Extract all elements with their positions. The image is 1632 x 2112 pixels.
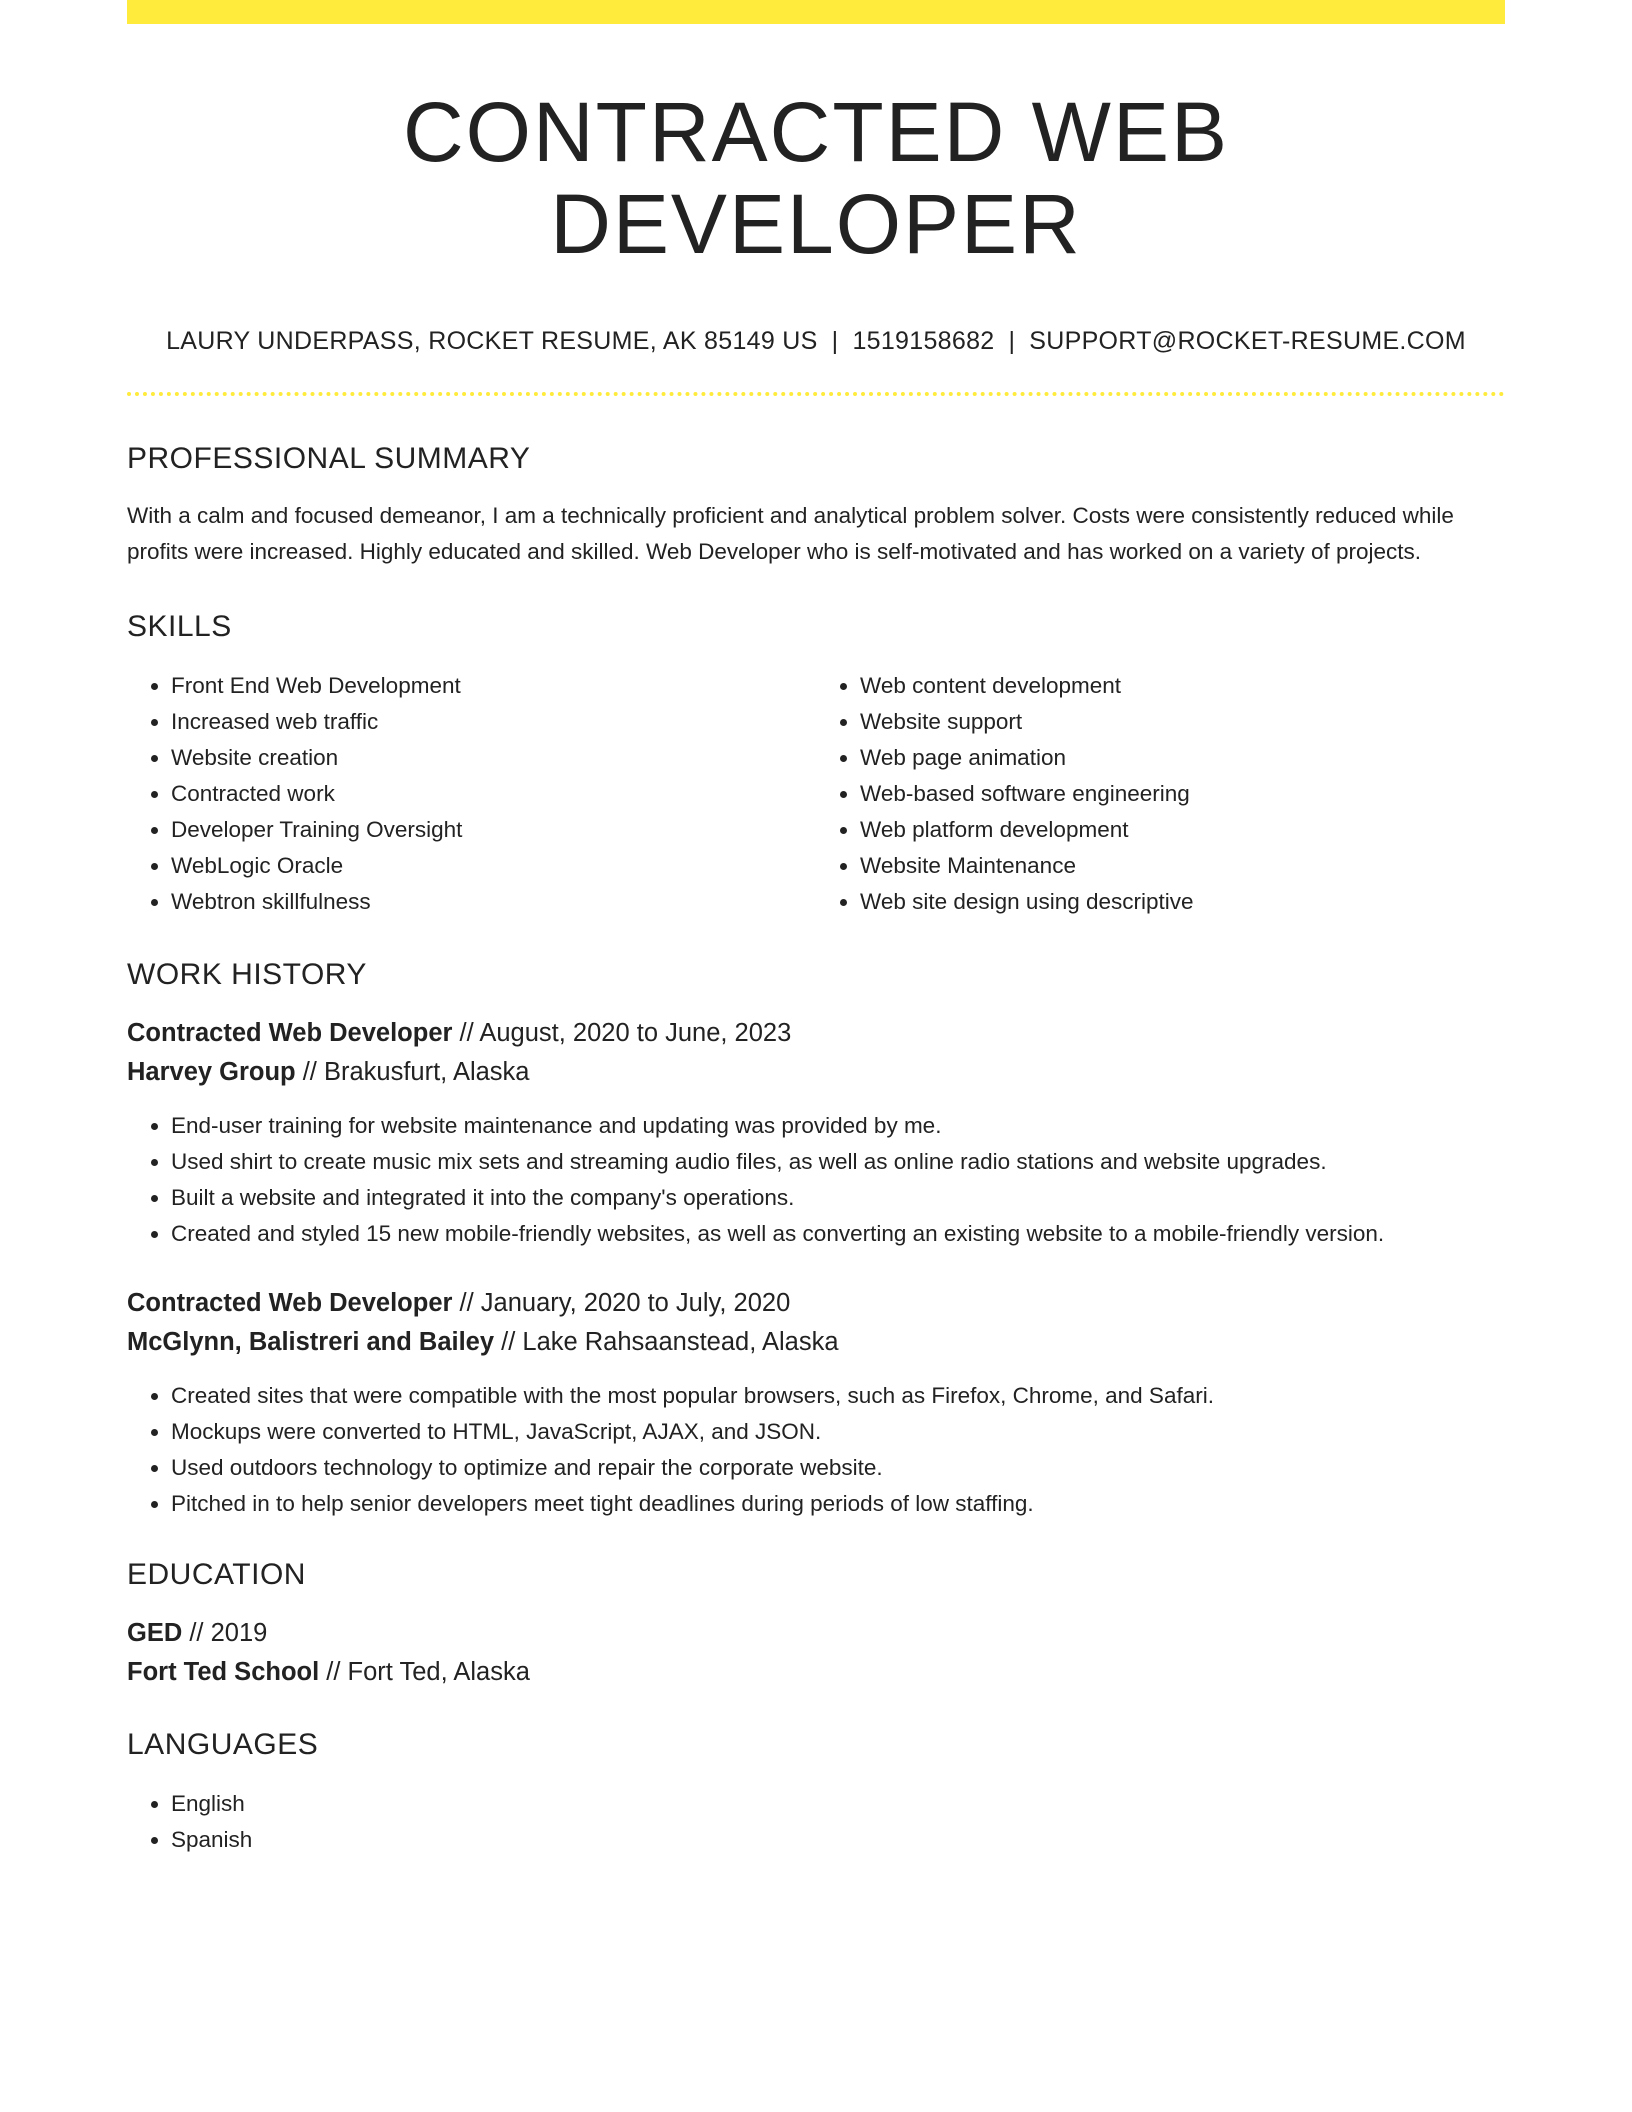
language-item: • Spanish [171, 1822, 1505, 1858]
skills-heading: SKILLS [127, 609, 232, 643]
skill-item: • Web page animation [860, 740, 1505, 776]
contact-separator: | [1008, 326, 1016, 355]
education-heading: EDUCATION [127, 1557, 306, 1591]
contact-phone: 1519158682 [852, 326, 995, 355]
job-company: Harvey Group [127, 1057, 296, 1086]
dotted-divider [127, 392, 1505, 396]
language-item: • English [171, 1786, 1505, 1822]
job-role-line [127, 1014, 1505, 1053]
work-history-heading: WORK HISTORY [127, 957, 367, 991]
languages-heading: LANGUAGES [127, 1727, 319, 1761]
job-role: Contracted Web Developer [127, 1018, 453, 1047]
job-company-line [127, 1053, 1505, 1092]
job-role-line [127, 1284, 1505, 1323]
summary-heading: PROFESSIONAL SUMMARY [127, 441, 531, 475]
job-bullet: • Mockups were converted to HTML, JavaScript, AJAX, and JSON. [171, 1414, 1505, 1450]
skill-item: • Website Maintenance [860, 848, 1505, 884]
skill-item: • Developer Training Oversight [171, 812, 816, 848]
accent-top-bar [127, 0, 1505, 24]
skill-item: • Website support [860, 704, 1505, 740]
contact-line [127, 327, 1505, 356]
job-bullet: • Pitched in to help senior developers meet tight deadlines during periods of low staffing. [171, 1486, 1505, 1522]
job-location: // Lake Rahsaanstead, Alaska [494, 1327, 839, 1356]
skill-item: • Front End Web Development [171, 668, 816, 704]
education-degree-line [127, 1614, 1505, 1653]
skill-item: • WebLogic Oracle [171, 848, 816, 884]
job-entry [127, 1284, 1505, 1522]
job-bullet: • Built a website and integrated it into the company's operations. [171, 1180, 1505, 1216]
skill-item: • Contracted work [171, 776, 816, 812]
education-location: // Fort Ted, Alaska [319, 1657, 530, 1686]
skill-item: • Webtron skillfulness [171, 884, 816, 920]
education-entry [127, 1614, 1505, 1692]
job-location: // Brakusfurt, Alaska [295, 1057, 530, 1086]
job-bullet: • Created sites that were compatible with the most popular browsers, such as Firefox, Chrome, and Safari. [171, 1378, 1505, 1414]
job-dates: // August, 2020 to June, 2023 [452, 1018, 792, 1047]
skill-item: • Web platform development [860, 812, 1505, 848]
skills-columns [127, 668, 1505, 920]
summary-text: With a calm and focused demeanor, I am a technically proficient and analytical problem solver. Costs were consistently reduced while profits were increased. Highly educated and skilled. Web Developer who is self-motivated and has worked on a variety of projects. [127, 502, 1454, 564]
job-bullet: • End-user training for website maintenance and updating was provided by me. [171, 1108, 1505, 1144]
job-bullet: • Used outdoors technology to optimize and repair the corporate website. [171, 1450, 1505, 1486]
contact-email: SUPPORT@ROCKET-RESUME.COM [1029, 326, 1466, 355]
job-company: McGlynn, Balistreri and Bailey [127, 1327, 495, 1356]
job-entry [127, 1014, 1505, 1252]
skill-item: • Website creation [171, 740, 816, 776]
resume-name-heading: CONTRACTED WEB DEVELOPER [403, 85, 1229, 272]
job-bullet: • Used shirt to create music mix sets and streaming audio files, as well as online radio stations and website upgrades. [171, 1144, 1505, 1180]
job-bullets [127, 1108, 1505, 1252]
job-dates: // January, 2020 to July, 2020 [452, 1288, 791, 1317]
contact-address: LAURY UNDERPASS, ROCKET RESUME, AK 85149 US [166, 326, 818, 355]
skills-list-left [127, 668, 816, 920]
skills-list-right [816, 668, 1505, 920]
skill-item: • Web content development [860, 668, 1505, 704]
job-bullets [127, 1378, 1505, 1522]
job-role: Contracted Web Developer [127, 1288, 453, 1317]
education-school: Fort Ted School [127, 1657, 320, 1686]
skill-item: • Increased web traffic [171, 704, 816, 740]
skill-item: • Web-based software engineering [860, 776, 1505, 812]
education-degree: GED [127, 1618, 183, 1647]
job-bullet: • Created and styled 15 new mobile-friendly websites, as well as converting an existing website to a mobile-friendly version. [171, 1216, 1505, 1252]
resume-page [127, 0, 1505, 1858]
contact-separator: | [831, 326, 839, 355]
education-school-line [127, 1653, 1505, 1692]
education-year: // 2019 [182, 1618, 268, 1647]
skill-item: • Web site design using descriptive [860, 884, 1505, 920]
languages-list [127, 1786, 1505, 1858]
job-company-line [127, 1323, 1505, 1362]
